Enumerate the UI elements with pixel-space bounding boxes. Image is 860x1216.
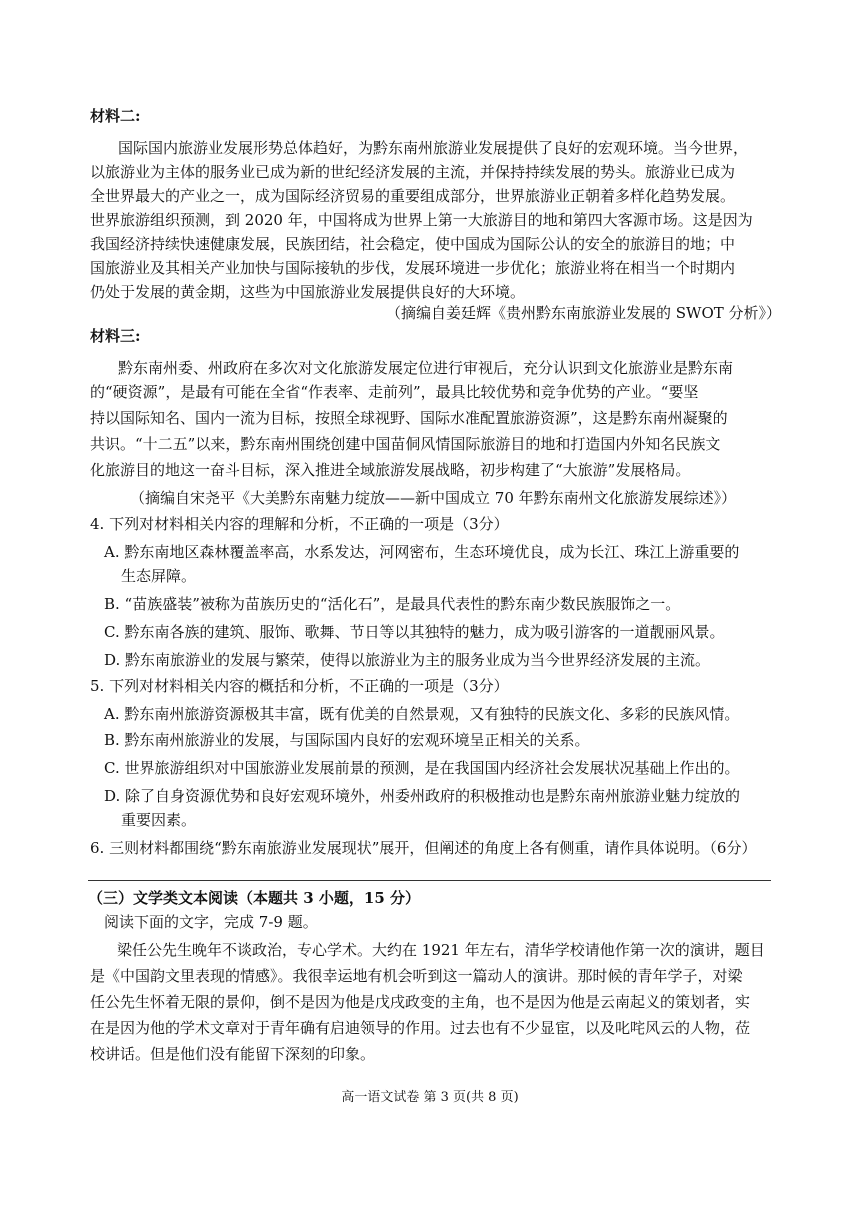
q6-stem: 6. 三则材料都围绕“黔东南旅游业发展现状”展开，但阐述的角度上各有侧重，请作具体说明。（6分） (90, 839, 757, 857)
material3-line-2: 的“硬资源”，是最有可能在全省“作表率、走前列”，最具比较优势和竞争优势的产业。“要坚 (90, 383, 699, 401)
q4-option-a-cont: 生态屏障。 (121, 567, 197, 585)
material2-line-7: 仍处于发展的黄金期，这些为中国旅游业发展提供良好的大环境。 (90, 283, 526, 301)
section3-line-4: 在是因为他的学术文章对于青年确有启迪领导的作用。过去也有不少显宦，以及叱咤风云的人物，莅 (90, 1019, 751, 1037)
q4-option-b: B. “苗族盛装”被称为苗族历史的“活化石”，是最具代表性的黔东南少数民族服饰之一。 (104, 595, 681, 613)
q5-option-c: C. 世界旅游组织对中国旅游业发展前景的预测，是在我国国内经济社会发展状况基础上作出的。 (104, 759, 740, 777)
material3-line-5: 化旅游目的地这一奋斗目标，深入推进全域旅游发展战略，初步构建了“大旅游”发展格局。 (90, 461, 691, 479)
material3-source: （摘编自宋尧平《大美黔东南魅力绽放——新中国成立 70 年黔东南州文化旅游发展综述》） (130, 489, 737, 507)
section3-line-5: 校讲话。但是他们没有能留下深刻的印象。 (90, 1045, 376, 1063)
q4-option-c: C. 黔东南各族的建筑、服饰、歌舞、节日等以其独特的魅力，成为吸引游客的一道靓丽风景。 (104, 623, 725, 641)
q5-option-a: A. 黔东南州旅游资源极其丰富，既有优美的自然景观，又有独特的民族文化、多彩的民族风情。 (104, 705, 740, 723)
section3-heading: （三）文学类文本阅读（本题共 3 小题，15 分） (88, 889, 420, 907)
material2-line-2: 以旅游业为主体的服务业已成为新的世纪经济发展的主流，并保持持续发展的势头。旅游业已成为 (90, 163, 736, 181)
q4-stem: 4. 下列对材料相关内容的理解和分析，不正确的一项是（3分） (90, 515, 509, 533)
q4-option-d: D. 黔东南旅游业的发展与繁荣，使得以旅游业为主的服务业成为当今世界经济发展的主流。 (104, 651, 711, 669)
q5-option-b: B. 黔东南州旅游业的发展，与国际国内良好的宏观环境呈正相关的关系。 (104, 731, 590, 749)
page-footer: 高一语文试卷 第 3 页(共 8 页) (341, 1090, 519, 1105)
section3-line-3: 任公先生怀着无限的景仰，倒不是因为他是戊戌政变的主角，也不是因为他是云南起义的策划者，实 (90, 993, 751, 1011)
material2-line-1: 国际国内旅游业发展形势总体趋好，为黔东南州旅游业发展提供了良好的宏观环境。当今世界， (118, 139, 749, 157)
material2-heading: 材料二: (90, 107, 141, 125)
material2-line-4: 世界旅游组织预测，到 2020 年，中国将成为世界上第一大旅游目的地和第四大客源市场。这是因为 (90, 211, 753, 229)
q5-option-d-cont: 重要因素。 (121, 811, 197, 829)
material3-line-3: 持以国际知名、国内一流为目标，按照全球视野、国际水准配置旅游资源”，这是黔东南州凝聚的 (90, 409, 728, 427)
q5-option-d: D. 除了自身资源优势和良好宏观环境外，州委州政府的积极推动也是黔东南州旅游业魅力绽放的 (104, 787, 741, 805)
q5-stem: 5. 下列对材料相关内容的概括和分析，不正确的一项是（3分） (90, 677, 509, 695)
material3-line-1: 黔东南州委、州政府在多次对文化旅游发展定位进行审视后，充分认识到文化旅游业是黔东南 (118, 359, 734, 377)
section3-instruction: 阅读下面的文字，完成 7-9 题。 (104, 913, 318, 931)
q4-option-a: A. 黔东南地区森林覆盖率高，水系发达，河网密布，生态环境优良，成为长江、珠江上游重要的 (104, 543, 740, 561)
material3-line-4: 共识。“十二五”以来，黔东南州围绕创建中国苗侗风情国际旅游目的地和打造国内外知名民族文 (90, 435, 721, 453)
material2-line-3: 全世界最大的产业之一，成为国际经济贸易的重要组成部分，世界旅游业正朝着多样化趋势发展。 (90, 187, 736, 205)
material2-line-5: 我国经济持续快速健康发展，民族团结，社会稳定，使中国成为国际公认的安全的旅游目的地；中 (90, 235, 736, 253)
material2-line-6: 国旅游业及其相关产业加快与国际接轨的步伐，发展环境进一步优化；旅游业将在相当一个时期内 (90, 259, 736, 277)
section3-line-2: 是《中国韵文里表现的情感》。我很幸运地有机会听到这一篇动人的演讲。那时候的青年学子，对梁 (90, 967, 743, 985)
material2-source: （摘编自姜廷辉《贵州黔东南旅游业发展的 SWOT 分析》） (386, 304, 782, 322)
material3-heading: 材料三: (90, 327, 141, 345)
section-divider (88, 880, 771, 881)
section3-line-1: 梁任公先生晚年不谈政治，专心学术。大约在 1921 年左右，清华学校请他作第一次的演讲，题目 (117, 941, 765, 959)
